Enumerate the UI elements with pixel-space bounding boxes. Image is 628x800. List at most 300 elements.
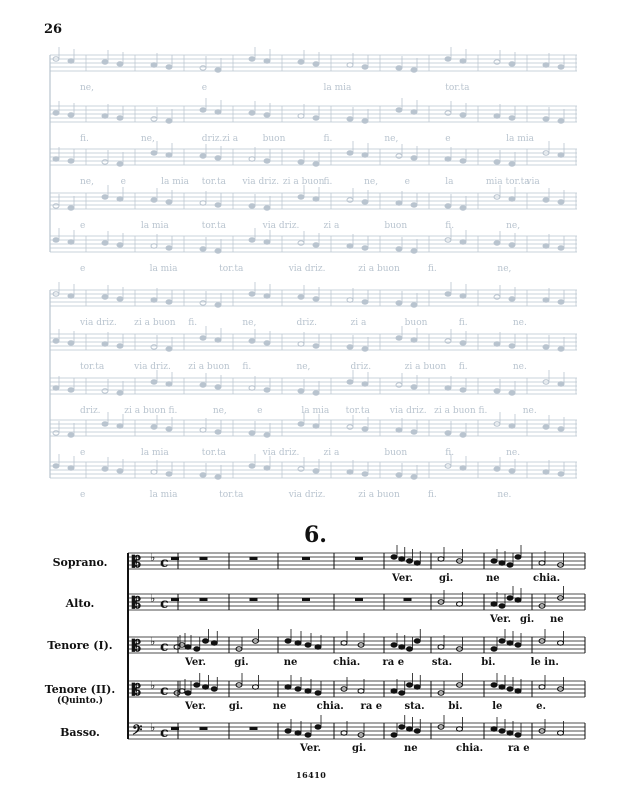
- note-head: [391, 555, 397, 559]
- whole-rest: [200, 598, 208, 601]
- whole-rest: [404, 598, 412, 601]
- note-head: [102, 160, 108, 164]
- note-head: [313, 469, 319, 473]
- note-head: [249, 292, 255, 296]
- note-head: [151, 298, 157, 302]
- plate-number: 16410: [296, 770, 327, 780]
- note-head: [313, 116, 319, 120]
- note-head: [151, 117, 157, 121]
- note-head: [68, 466, 74, 470]
- note-head: [407, 647, 413, 651]
- note-head: [362, 119, 368, 123]
- faded-lyric: ne,: [384, 134, 399, 144]
- note-head: [460, 294, 466, 298]
- note-head: [102, 389, 108, 393]
- note-head: [305, 643, 311, 647]
- faded-lyric: via driz.: [134, 362, 171, 372]
- faded-lyric: driz.: [350, 362, 372, 372]
- note-head: [53, 464, 59, 468]
- note-head: [151, 345, 157, 349]
- whole-rest: [250, 598, 258, 601]
- faded-lyric: via driz.: [262, 221, 300, 231]
- faded-lyric: zi a buon: [404, 362, 447, 372]
- faded-lyric: via driz.: [80, 318, 117, 328]
- note-head: [411, 110, 417, 114]
- note-head: [362, 246, 368, 250]
- faded-lyric: e: [404, 177, 410, 187]
- note-head: [102, 342, 108, 346]
- faded-lyric: la mia: [149, 490, 178, 500]
- note-head: [298, 389, 304, 393]
- faded-lyric: buon: [384, 221, 408, 231]
- note-head: [166, 300, 172, 304]
- flat-key-signature: ♭: [150, 635, 156, 648]
- note-head: [264, 159, 270, 163]
- note-head: [347, 244, 353, 248]
- note-head: [166, 246, 172, 250]
- note-head: [166, 472, 172, 476]
- note-head: [298, 467, 304, 471]
- note-head: [347, 198, 353, 202]
- note-head: [509, 116, 515, 120]
- note-head: [298, 342, 304, 346]
- note-head: [396, 201, 402, 205]
- note-head: [558, 347, 564, 351]
- note-head: [200, 473, 206, 477]
- note-head: [494, 160, 500, 164]
- faded-lyric: fi.: [188, 318, 198, 328]
- note-head: [414, 561, 420, 565]
- note-head: [166, 382, 172, 386]
- note-head: [117, 116, 123, 120]
- note-head: [117, 197, 123, 201]
- faded-lyric: ne,: [242, 318, 257, 328]
- lyric-syllable: chia.: [316, 701, 344, 712]
- faded-lyric: ne,: [212, 406, 227, 416]
- note-head: [102, 114, 108, 118]
- note-head: [396, 383, 402, 387]
- note-head: [249, 157, 255, 161]
- note-head: [215, 475, 221, 479]
- note-head: [347, 345, 353, 349]
- faded-lyric: ne,: [296, 362, 311, 372]
- note-head: [407, 559, 413, 563]
- faded-lyric: tor.ta: [201, 177, 226, 187]
- note-head: [411, 203, 417, 207]
- note-head: [200, 428, 206, 432]
- note-head: [313, 391, 319, 395]
- note-head: [264, 206, 270, 210]
- note-head: [203, 639, 209, 643]
- faded-lyric: la mia: [506, 134, 535, 144]
- note-head: [460, 466, 466, 470]
- note-head: [313, 197, 319, 201]
- note-head: [215, 249, 221, 253]
- whole-rest: [355, 557, 363, 560]
- part-label-tenore-1: Tenore (I).: [47, 639, 113, 652]
- note-head: [295, 641, 301, 645]
- note-head: [166, 65, 172, 69]
- lyric-syllable: ra e: [508, 743, 530, 754]
- part-label-basso: Basso.: [60, 726, 100, 739]
- lyric-syllable: sta.: [431, 657, 453, 668]
- part-label-soprano: Soprano.: [52, 556, 108, 569]
- note-head: [53, 431, 59, 435]
- note-head: [264, 113, 270, 117]
- note-head: [298, 60, 304, 64]
- note-head: [399, 725, 405, 729]
- note-head: [347, 63, 353, 67]
- note-head: [491, 602, 497, 606]
- note-head: [507, 731, 513, 735]
- note-head: [438, 557, 444, 561]
- faded-lyric: mia tor.ta: [485, 177, 530, 187]
- note-head: [396, 301, 402, 305]
- note-head: [362, 300, 368, 304]
- flat-key-signature: ♭: [150, 679, 156, 692]
- time-signature: c: [160, 683, 169, 699]
- note-head: [558, 65, 564, 69]
- faded-lyric: zi a: [323, 221, 340, 231]
- note-head: [295, 731, 301, 735]
- faded-lyric: zi a buon: [358, 490, 400, 500]
- note-head: [117, 424, 123, 428]
- note-head: [166, 153, 172, 157]
- faded-lyric: la mia: [149, 264, 178, 274]
- note-head: [264, 240, 270, 244]
- note-head: [460, 59, 466, 63]
- note-head: [499, 604, 505, 608]
- note-head: [53, 157, 59, 161]
- note-head: [117, 162, 123, 166]
- note-head: [264, 466, 270, 470]
- note-head: [515, 733, 521, 737]
- note-head: [313, 424, 319, 428]
- note-head: [445, 204, 451, 208]
- part-label-alto: Alto.: [65, 597, 95, 610]
- note-head: [396, 428, 402, 432]
- note-head: [558, 153, 564, 157]
- note-head: [460, 240, 466, 244]
- note-head: [543, 244, 549, 248]
- note-head: [396, 336, 402, 340]
- note-head: [543, 198, 549, 202]
- lyric-syllable: chia.: [333, 657, 361, 668]
- note-head: [558, 427, 564, 431]
- note-head: [68, 206, 74, 210]
- note-head: [494, 342, 500, 346]
- faded-lyric: ne.: [506, 448, 521, 458]
- note-head: [102, 422, 108, 426]
- note-head: [396, 66, 402, 70]
- note-head: [315, 725, 321, 729]
- note-head: [347, 117, 353, 121]
- lyric-syllable: Ver.: [185, 657, 207, 668]
- faded-lyric: ne.: [512, 362, 527, 372]
- note-head: [68, 159, 74, 163]
- note-head: [200, 383, 206, 387]
- note-head: [285, 685, 291, 689]
- whole-rest: [171, 557, 179, 560]
- lyric-syllable: Ver.: [300, 743, 322, 754]
- note-head: [68, 240, 74, 244]
- faded-lyric: fi.: [168, 406, 178, 416]
- note-head: [185, 645, 191, 649]
- faded-lyric: zi a buon: [188, 362, 230, 372]
- lyric-syllable: bi.: [448, 701, 463, 712]
- faded-lyric: tor.ta: [445, 83, 470, 93]
- note-head: [539, 561, 545, 565]
- whole-rest: [302, 557, 310, 560]
- faded-lyric: la: [445, 177, 454, 187]
- note-head: [460, 341, 466, 345]
- note-head: [151, 380, 157, 384]
- whole-rest: [200, 557, 208, 560]
- note-head: [460, 159, 466, 163]
- note-head: [396, 108, 402, 112]
- c-clef: 𝄡: [132, 593, 141, 612]
- note-head: [543, 298, 549, 302]
- faded-lyric: via: [526, 177, 540, 187]
- note-head: [509, 391, 515, 395]
- note-head: [211, 641, 217, 645]
- note-head: [558, 246, 564, 250]
- faded-lyric: e: [201, 83, 208, 93]
- note-head: [102, 467, 108, 471]
- faded-lyric: via driz.: [389, 406, 427, 416]
- note-head: [305, 733, 311, 737]
- note-head: [491, 647, 497, 651]
- lyric-syllable: bi.: [481, 657, 496, 668]
- note-head: [200, 154, 206, 158]
- note-head: [362, 65, 368, 69]
- note-head: [215, 203, 221, 207]
- note-head: [53, 204, 59, 208]
- note-head: [166, 347, 172, 351]
- note-head: [200, 108, 206, 112]
- faded-lyric: fi.: [445, 448, 455, 458]
- note-head: [362, 427, 368, 431]
- note-head: [249, 111, 255, 115]
- note-head: [411, 475, 417, 479]
- note-head: [460, 388, 466, 392]
- lyric-syllable: ra e: [382, 657, 405, 668]
- note-head: [298, 160, 304, 164]
- note-head: [200, 301, 206, 305]
- note-head: [509, 243, 515, 247]
- note-head: [558, 382, 564, 386]
- lyric-syllable: Ver.: [185, 701, 207, 712]
- note-head: [102, 295, 108, 299]
- note-head: [407, 683, 413, 687]
- note-head: [264, 294, 270, 298]
- whole-rest: [355, 598, 363, 601]
- note-head: [445, 157, 451, 161]
- faded-lyric: zi a buon: [358, 264, 400, 274]
- note-head: [558, 300, 564, 304]
- note-head: [362, 347, 368, 351]
- faded-lyric: fi.: [427, 490, 437, 500]
- note-head: [411, 303, 417, 307]
- note-head: [460, 206, 466, 210]
- faded-lyric: e: [257, 406, 263, 416]
- note-head: [509, 469, 515, 473]
- note-head: [203, 685, 209, 689]
- note-head: [362, 153, 368, 157]
- note-head: [558, 200, 564, 204]
- note-head: [200, 336, 206, 340]
- note-head: [457, 727, 463, 731]
- note-head: [539, 685, 545, 689]
- note-head: [215, 385, 221, 389]
- note-head: [53, 386, 59, 390]
- faded-lyric: e: [80, 490, 86, 500]
- faded-lyric: ne.: [522, 406, 537, 416]
- note-head: [211, 687, 217, 691]
- c-clef: 𝄡: [132, 636, 141, 655]
- note-head: [509, 297, 515, 301]
- bass-clef: 𝄢: [132, 722, 143, 741]
- time-signature: c: [160, 639, 169, 655]
- note-head: [117, 297, 123, 301]
- note-head: [249, 57, 255, 61]
- faded-lyric: via driz.: [288, 490, 326, 500]
- note-head: [347, 380, 353, 384]
- faded-lyric: ne,: [80, 83, 94, 93]
- whole-rest: [250, 727, 258, 730]
- note-head: [151, 470, 157, 474]
- faded-lyric: la mia: [140, 448, 169, 458]
- note-head: [457, 602, 463, 606]
- note-head: [249, 431, 255, 435]
- lyric-syllable: ne: [272, 701, 287, 712]
- note-head: [491, 559, 497, 563]
- note-head: [185, 691, 191, 695]
- faded-lyric: tor.ta: [219, 490, 244, 500]
- lyric-syllable: gi.: [520, 614, 535, 625]
- note-head: [151, 198, 157, 202]
- c-clef: 𝄡: [132, 680, 141, 699]
- note-head: [494, 389, 500, 393]
- lyric-syllable: gi.: [352, 743, 367, 754]
- faded-lyric: zi a buon: [282, 177, 325, 187]
- lyric-syllable: ne: [550, 614, 564, 625]
- faded-lyric: la mia: [140, 221, 169, 231]
- note-head: [491, 727, 497, 731]
- lyric-syllable: gi.: [439, 573, 454, 584]
- note-head: [347, 425, 353, 429]
- note-head: [313, 297, 319, 301]
- note-head: [494, 295, 500, 299]
- note-head: [305, 689, 311, 693]
- note-head: [411, 338, 417, 342]
- note-head: [341, 641, 347, 645]
- faded-lyric: la mia: [161, 177, 190, 187]
- note-head: [68, 388, 74, 392]
- note-head: [264, 341, 270, 345]
- note-head: [494, 60, 500, 64]
- note-head: [515, 643, 521, 647]
- note-head: [53, 238, 59, 242]
- note-head: [494, 114, 500, 118]
- note-head: [200, 66, 206, 70]
- faded-lyric: fi.: [478, 406, 488, 416]
- note-head: [285, 639, 291, 643]
- note-head: [151, 425, 157, 429]
- note-head: [494, 241, 500, 245]
- note-head: [313, 243, 319, 247]
- faded-lyric: tor.ta: [201, 221, 226, 231]
- faded-lyric: via driz.: [242, 177, 280, 187]
- note-head: [215, 303, 221, 307]
- faded-lyric: la mia: [323, 83, 352, 93]
- faded-lyric: fi.: [242, 362, 252, 372]
- note-head: [411, 385, 417, 389]
- note-head: [102, 60, 108, 64]
- faded-lyric: zi a buon: [434, 406, 476, 416]
- note-head: [414, 729, 420, 733]
- lyric-syllable: Ver.: [490, 614, 512, 625]
- note-head: [391, 643, 397, 647]
- faded-lyric: driz.zi a: [201, 134, 239, 144]
- note-head: [313, 344, 319, 348]
- note-head: [166, 200, 172, 204]
- note-head: [543, 63, 549, 67]
- faded-lyric: ne,: [364, 177, 379, 187]
- note-head: [515, 689, 521, 693]
- note-head: [411, 68, 417, 72]
- note-head: [509, 344, 515, 348]
- note-head: [362, 200, 368, 204]
- note-head: [200, 247, 206, 251]
- faded-lyric: fi.: [458, 362, 468, 372]
- note-head: [494, 467, 500, 471]
- note-head: [396, 154, 402, 158]
- note-head: [558, 472, 564, 476]
- note-head: [399, 557, 405, 561]
- time-signature: c: [160, 555, 169, 571]
- note-head: [264, 388, 270, 392]
- note-head: [166, 119, 172, 123]
- note-head: [117, 344, 123, 348]
- note-head: [215, 156, 221, 160]
- note-head: [438, 645, 444, 649]
- note-head: [249, 464, 255, 468]
- note-head: [399, 645, 405, 649]
- note-head: [298, 195, 304, 199]
- page-number: 26: [44, 22, 63, 37]
- faded-lyric: driz.: [80, 406, 101, 416]
- lyric-syllable: le in.: [530, 657, 559, 668]
- faded-lyric: buon: [404, 318, 428, 328]
- note-head: [285, 729, 291, 733]
- note-head: [515, 555, 521, 559]
- note-head: [315, 645, 321, 649]
- note-head: [509, 424, 515, 428]
- faded-lyric: ne,: [506, 221, 521, 231]
- note-head: [411, 249, 417, 253]
- note-head: [151, 151, 157, 155]
- note-head: [509, 162, 515, 166]
- note-head: [411, 430, 417, 434]
- note-head: [509, 62, 515, 66]
- lyric-syllable: gi.: [234, 657, 249, 668]
- note-head: [396, 247, 402, 251]
- faded-lyric: ne,: [497, 264, 512, 274]
- note-head: [396, 473, 402, 477]
- note-head: [391, 733, 397, 737]
- whole-rest: [200, 727, 208, 730]
